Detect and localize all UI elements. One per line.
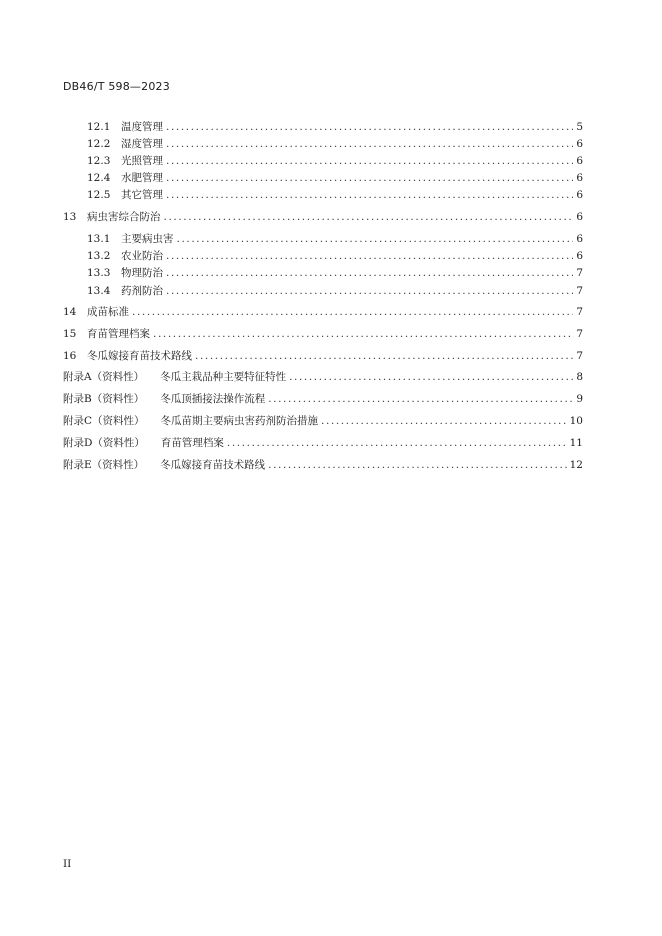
toc-leader [166,188,573,202]
toc-title: 其它管理 [121,189,163,201]
toc-entry-13[interactable] [63,210,583,224]
toc-page: 6 [576,211,583,223]
toc-page: 10 [569,415,583,427]
toc-title: 温度管理 [121,121,163,133]
toc-entry-appendix-b[interactable] [63,392,583,406]
toc-entry-appendix-c[interactable] [63,414,583,428]
toc-entry-12-3[interactable] [87,154,583,168]
toc-title: 冬瓜苗期主要病虫害药剂防治措施 [160,415,319,427]
toc-page: 7 [576,328,583,340]
toc-leader [289,370,573,384]
toc-entry-16[interactable] [63,349,583,363]
toc-title: 育苗管理档案 [87,328,150,340]
toc-number: 附录B（资料性） [63,393,145,405]
toc-number: 12.4 [87,172,111,184]
toc-title: 物理防治 [121,267,163,279]
toc-title: 冬瓜顶插接法操作流程 [160,393,266,405]
toc-leader [132,305,573,319]
toc-leader [268,392,573,406]
toc-page: 6 [576,189,583,201]
toc-title: 湿度管理 [121,138,163,150]
toc-entry-13-1[interactable] [87,232,583,246]
toc-leader [268,458,566,472]
toc-number: 12.5 [87,189,111,201]
toc-leader [164,210,574,224]
toc-title: 光照管理 [121,155,163,167]
toc-number: 附录C（资料性） [63,415,145,427]
toc-page: 11 [569,437,583,449]
toc-title: 药剂防治 [121,285,163,297]
toc-leader [227,436,567,450]
toc-page: 7 [576,267,583,279]
toc-title: 病虫害综合防治 [87,211,161,223]
toc-number: 附录A（资料性） [63,371,145,383]
toc-page: 7 [576,350,583,362]
toc-leader [166,284,573,298]
toc-leader [166,266,573,280]
toc-number: 附录E（资料性） [63,459,145,471]
toc-leader [321,414,567,428]
toc-number: 13 [63,211,77,223]
toc-number: 12.3 [87,155,111,167]
toc-entry-12-2[interactable] [87,137,583,151]
toc-page: 5 [576,121,583,133]
toc-title: 育苗管理档案 [160,437,224,449]
toc-page: 6 [576,233,583,245]
toc-number: 16 [63,350,77,362]
toc-entry-12-1[interactable] [87,120,583,134]
toc-number: 14 [63,306,77,318]
toc-leader [166,120,573,134]
toc-page: 7 [576,306,583,318]
toc-leader [177,232,574,246]
toc-leader [166,171,573,185]
toc-leader [195,349,573,363]
toc-entry-appendix-a[interactable] [63,370,583,384]
toc-number: 12.1 [87,121,111,133]
toc-title: 水肥管理 [121,172,163,184]
toc-number: 13.1 [87,233,111,245]
toc-number: 15 [63,328,77,340]
toc-entry-appendix-d[interactable] [63,436,583,450]
toc-entry-13-2[interactable] [87,249,583,263]
toc-leader [166,249,573,263]
toc-entry-12-4[interactable] [87,171,583,185]
toc-title: 农业防治 [121,250,163,262]
toc-leader [153,327,573,341]
toc-number: 13.2 [87,250,111,262]
toc-title: 冬瓜主栽品种主要特征特性 [160,371,287,383]
toc-page: 8 [576,371,583,383]
toc-page: 6 [576,138,583,150]
toc-entry-15[interactable] [63,327,583,341]
toc-entry-13-3[interactable] [87,266,583,280]
toc-page: 6 [576,172,583,184]
toc-title: 成苗标准 [87,306,129,318]
toc-number: 12.2 [87,138,111,150]
toc-page: 6 [576,155,583,167]
toc-number: 13.3 [87,267,111,279]
toc-title: 冬瓜嫁接育苗技术路线 [87,350,192,362]
toc-entry-13-4[interactable] [87,284,583,298]
toc-title: 主要病虫害 [121,233,174,245]
toc-entry-appendix-e[interactable] [63,458,583,472]
toc-leader [166,154,573,168]
page-number: II [63,858,72,870]
toc-entry-12-5[interactable] [87,188,583,202]
toc-title: 冬瓜嫁接育苗技术路线 [160,459,266,471]
toc-number: 附录D（资料性） [63,437,145,449]
toc-leader [166,137,573,151]
toc-page: 12 [569,459,583,471]
document-code: DB46/T 598—2023 [63,80,170,93]
toc-page: 7 [576,285,583,297]
toc-number: 13.4 [87,285,111,297]
toc-page: 9 [576,393,583,405]
toc-page: 6 [576,250,583,262]
toc-entry-14[interactable] [63,305,583,319]
